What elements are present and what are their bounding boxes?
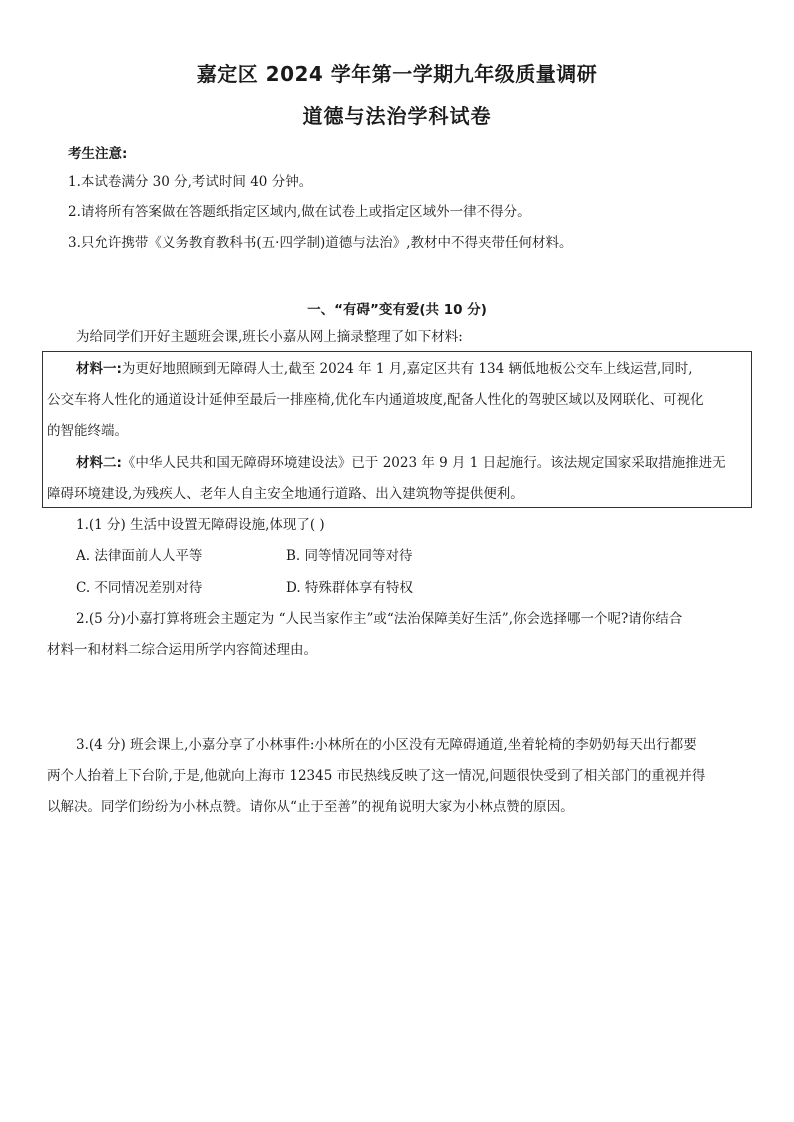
notice-item-1: 1.本试卷满分 30 分,考试时间 40 分钟。 xyxy=(68,174,313,190)
material-1-line-1 xyxy=(76,359,693,379)
question-1-option-a: A. 法律面前人人平等 xyxy=(76,548,203,564)
notice-item-2: 2.请将所有答案做在答题纸指定区域内,做在试卷上或指定区域外一律不得分。 xyxy=(68,204,531,220)
material-2-line-2: 障碍环境建设,为残疾人、老年人自主安全地通行道路、出入建筑物等提供便利。 xyxy=(47,486,524,502)
material-2-label: 材料二: xyxy=(76,455,122,471)
section-intro: 为给同学们开好主题班会课,班长小嘉从网上摘录整理了如下材料: xyxy=(76,329,463,345)
question-1-option-c: C. 不同情况差别对待 xyxy=(76,580,203,596)
material-1-line-3: 的智能终端。 xyxy=(47,423,128,439)
exam-subtitle: 道德与法治学科试卷 xyxy=(302,104,492,128)
notice-item-3: 3.只允许携带《义务教育教科书(五·四学制)道德与法治》,教材中不得夹带任何材料。 xyxy=(68,235,573,251)
material-1-text: 为更好地照顾到无障碍人士,截至 2024 年 1 月,嘉定区共有 134 辆低地板公交车上线运营,同时, xyxy=(121,361,693,377)
question-2-line-2: 材料一和材料二综合运用所学内容简述理由。 xyxy=(47,642,317,658)
material-1-label: 材料一: xyxy=(76,361,122,377)
question-1-stem: 1.(1 分) 生活中设置无障碍设施,体现了( ) xyxy=(76,517,325,533)
question-1-option-d: D. 特殊群体享有特权 xyxy=(286,580,413,596)
exam-title: 嘉定区 2024 学年第一学期九年级质量调研 xyxy=(196,62,598,86)
question-2-line-1: 2.(5 分)小嘉打算将班会主题定为 “人民当家作主”或“法治保障美好生活”,你会选择哪一个呢?请你结合 xyxy=(76,611,683,627)
question-3-line-1: 3.(4 分) 班会课上,小嘉分享了小林事件:小林所在的小区没有无障碍通道,坐着轮椅的李奶奶每天出行都要 xyxy=(76,737,697,753)
section-title: 一、“有碍”变有爱(共 10 分) xyxy=(307,302,487,318)
question-3-line-3: 以解决。同学们纷纷为小林点赞。请你从“止于至善”的视角说明大家为小林点赞的原因。 xyxy=(47,799,574,815)
notice-heading: 考生注意: xyxy=(68,146,128,162)
material-2-text: 《中华人民共和国无障碍环境建设法》已于 2023 年 9 月 1 日起施行。该法规定国家采取措施推进无 xyxy=(121,455,726,471)
question-3-line-2: 两个人抬着上下台阶,于是,他就向上海市 12345 市民热线反映了这一情况,问题很快受到了相关部门的重视并得 xyxy=(47,768,706,784)
material-2-line-1 xyxy=(76,453,726,473)
question-1-option-b: B. 同等情况同等对待 xyxy=(286,548,413,564)
material-1-line-2: 公交车将人性化的通道设计延伸至最后一排座椅,优化车内通道坡度,配备人性化的驾驶区域以及网联化、可视化 xyxy=(47,392,704,408)
